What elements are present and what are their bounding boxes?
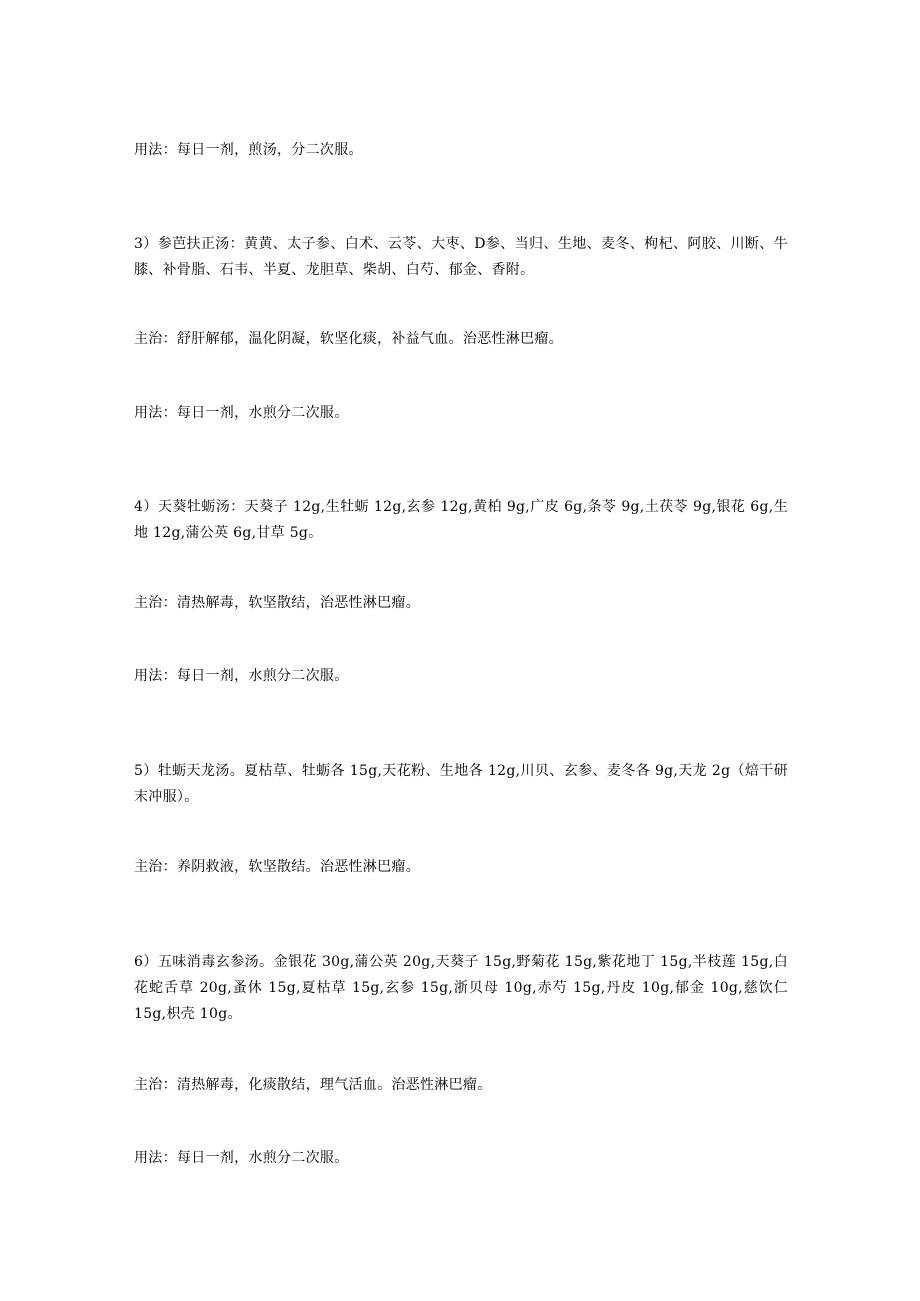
- formula-5-paragraph: 5）牡蛎天龙汤。夏枯草、牡蛎各 15g,天花粉、生地各 12g,川贝、玄参、麦冬各 9g,天龙 2g（焙干研末冲服）。: [134, 763, 788, 805]
- usage-paragraph: 用法：每日一剂，水煎分二次服。: [134, 1150, 349, 1166]
- formula-3-paragraph: 3）参芭扶正汤：黄黄、太子参、白术、云苓、大枣、D参、当归、生地、麦冬、枸杞、阿胶、川断、牛膝、补骨脂、石韦、半夏、龙胆草、柴胡、白芍、郁金、香附。: [134, 236, 788, 278]
- indication-paragraph: 主治：养阴救液，软坚散结。治恶性淋巴瘤。: [134, 859, 420, 875]
- indication-paragraph: 主治：清热解毒，化痰散结，理气活血。治恶性淋巴瘤。: [134, 1077, 492, 1093]
- formula-4-paragraph: 4）天葵牡蛎汤：天葵子 12g,生牡蛎 12g,玄参 12g,黄柏 9g,广皮 6g,条苓 9g,土茯苓 9g,银花 6g,生地 12g,蒲公英 6g,甘草 5g。: [134, 499, 788, 541]
- usage-paragraph: 用法：每日一剂，煎汤，分二次服。: [134, 142, 363, 158]
- usage-paragraph: 用法：每日一剂，水煎分二次服。: [134, 405, 349, 421]
- formula-6-paragraph: 6）五味消毒玄参汤。金银花 30g,蒲公英 20g,天葵子 15g,野菊花 15g,紫花地丁 15g,半枝莲 15g,白花蛇舌草 20g,蚤休 15g,夏枯草 15g,玄参 15g,浙贝母 10g,赤芍 15g,丹皮 10g,郁金 10g,慈饮仁 15g,枳壳 10g。: [134, 954, 788, 1022]
- usage-paragraph: 用法：每日一剂，水煎分二次服。: [134, 668, 349, 684]
- indication-paragraph: 主治：清热解毒，软坚散结，治恶性淋巴瘤。: [134, 595, 420, 611]
- indication-paragraph: 主治：舒肝解郁，温化阴凝，软坚化痰，补益气血。治恶性淋巴瘤。: [134, 331, 563, 347]
